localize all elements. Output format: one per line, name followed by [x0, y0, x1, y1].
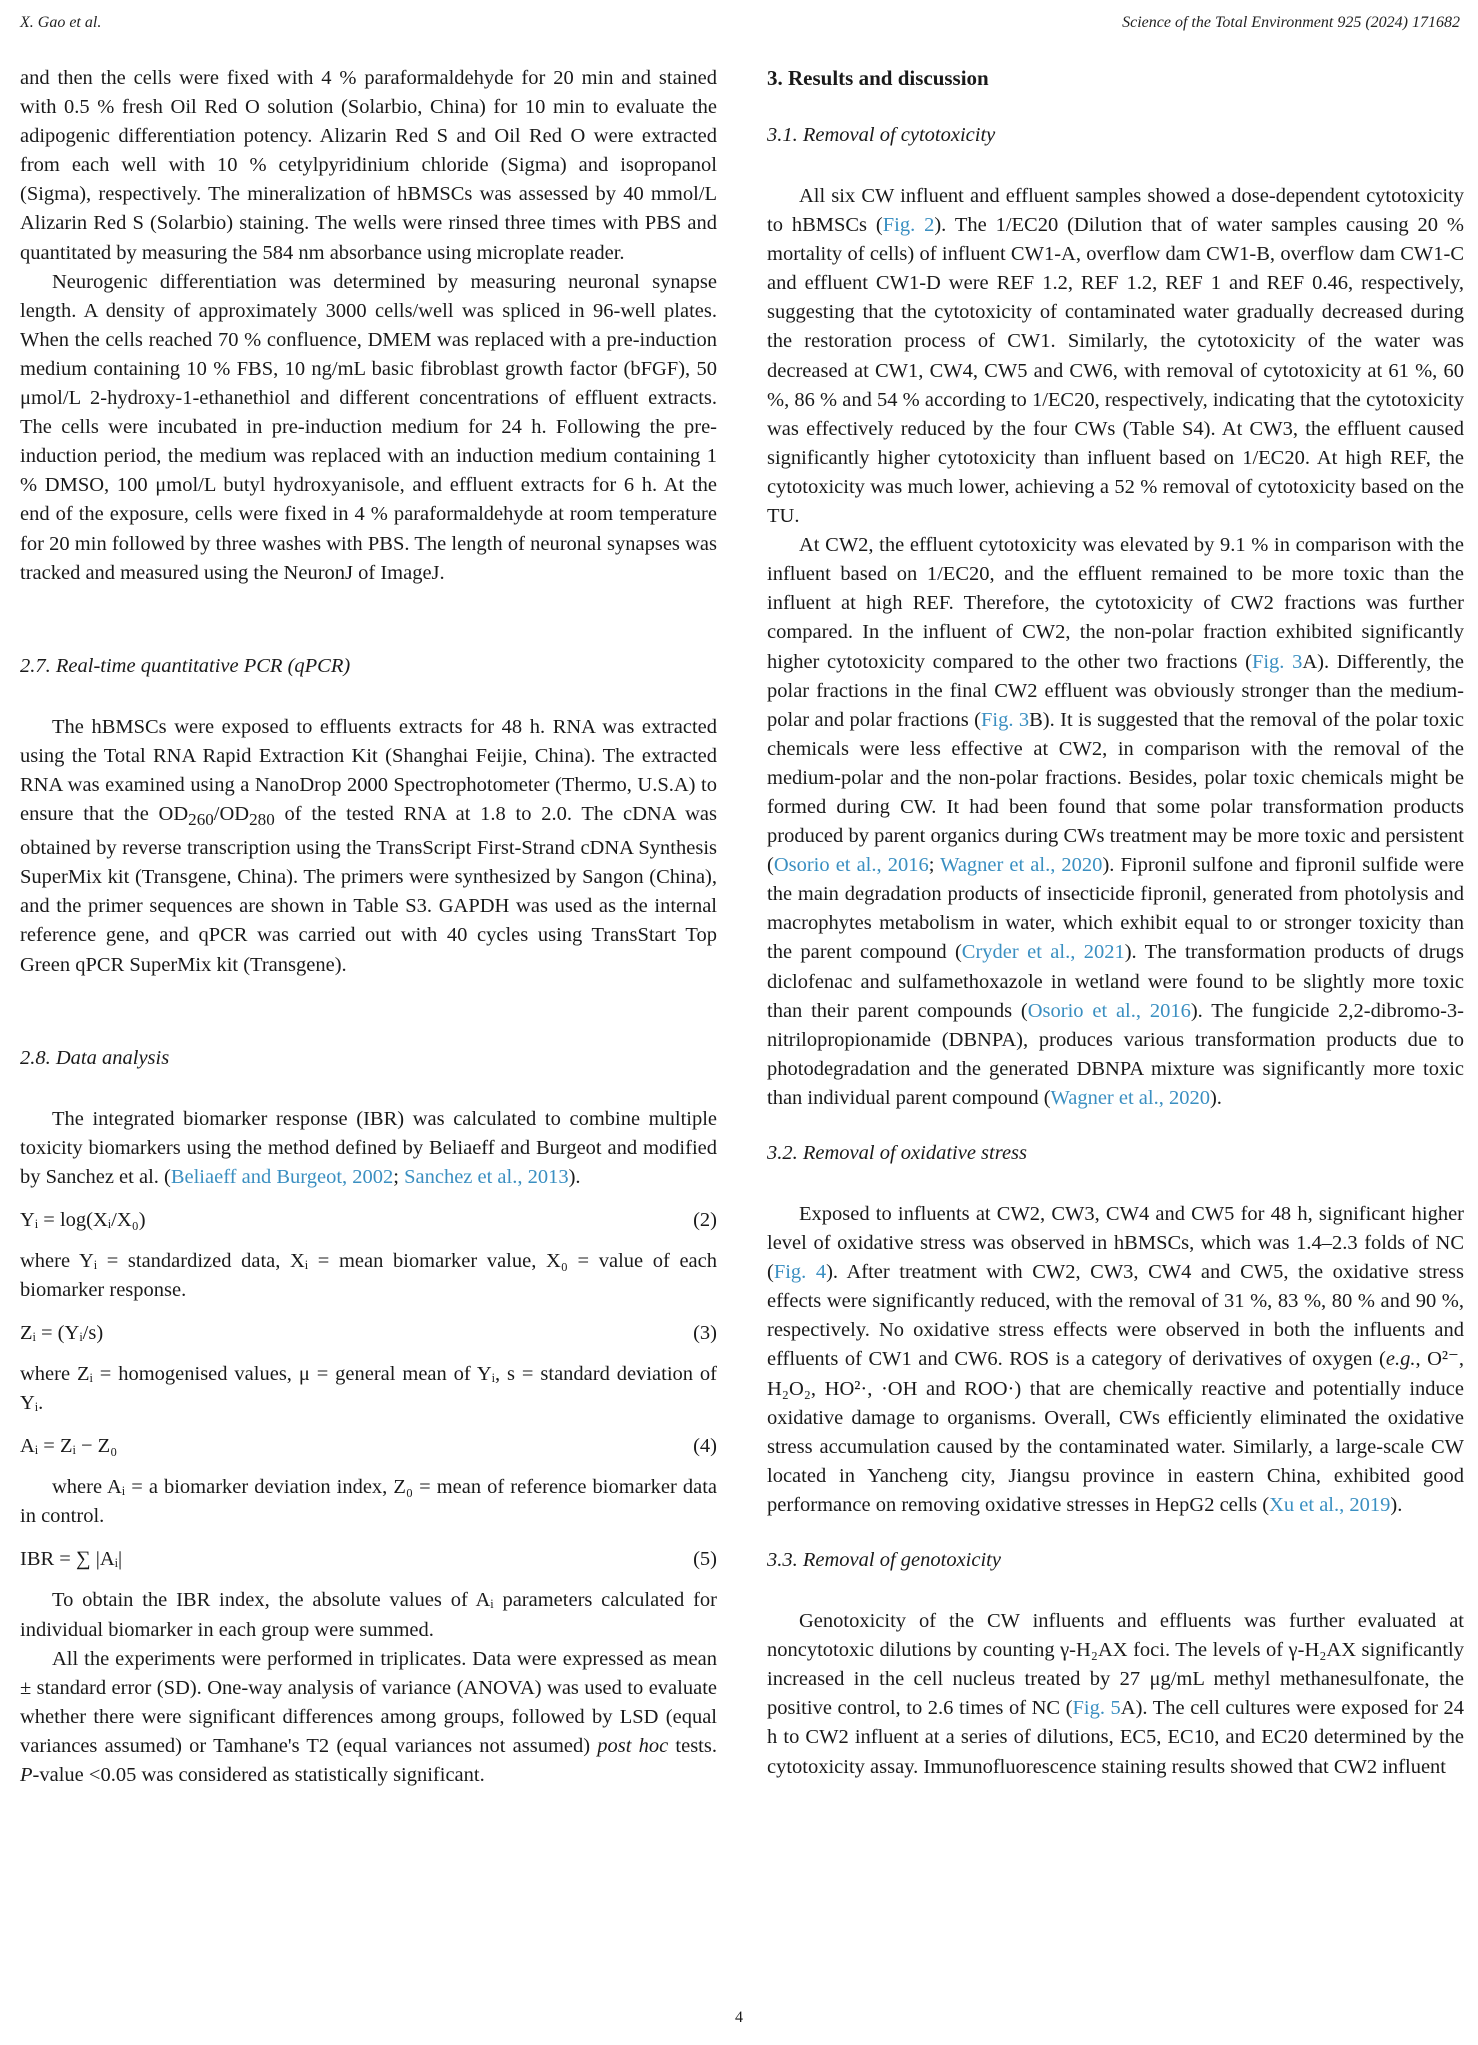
paragraph: The hBMSCs were exposed to effluents extracts for 48 h. RNA was extracted using the Total RNA Rapid Extraction Kit (Shanghai Feijie, China). The extracted RNA was examined using a NanoDrop 2000 Spectrophotometer (Thermo, U.S.A) to ensure that the $OD_{260}/OD_{280}$ of the tested RNA at 1.8 to 2.0. The cDNA was obtained by reverse transcription using the TransScript First-Strand cDNA Synthesis SuperMix kit (Transgene, China). The primers were synthesized by Sangon (China), and the primer sequences are shown in Table S3. GAPDH was used as the internal reference gene, and qPCR was carried out with 40 cycles using TransStart Top Green qPCR SuperMix kit (Transgene). [20, 715, 718, 976]
citation-link[interactable]: Osorio et al., 2016 [773, 854, 929, 877]
paragraph: Neurogenic differentiation was determined by measuring neuronal synapse length. A density of approximately 3000 cells/well was spliced in 96-well plates. When the cells reached 70 % confluence, DMEM was replaced with a pre-induction medium containing 10 % FBS, 10 ng/mL basic fibroblast growth factor (bFGF), 50 μmol/L 2-hydroxy-1-ethanethiol and different concentrations of effluent extracts. The cells were incubated in pre-induction medium for 24 h. Following the pre-induction period, the medium was replaced with an induction medium containing 1 % DMSO, 100 μmol/L butyl hydroxyanisole, and effluent extracts for 6 h. At the end of the exposure, cells were fixed in 4 % paraformaldehyde at room temperature for 20 min followed by three washes with PBS. The length of neuronal synapses was tracked and measured using the NeuronJ of ImageJ. [20, 270, 717, 584]
paragraph: and then the cells were fixed with 4 % paraformaldehyde for 20 min and stained with 0.5 % fresh Oil Red O solution (Solarbio, China) for 10 min to evaluate the adipogenic differentiation potency. Alizarin Red S and Oil Red O were extracted from each well with 10 % cetylpyridinium chloride (Sigma) and isopropanol (Sigma), respectively. The mineralization of hBMSCs was assessed by 40 mmol/L Alizarin Red S (Solarbio) staining. The wells were rinsed three times with PBS and quantitated by measuring the 584 nm absorbance using microplate reader. [20, 67, 717, 264]
citation-link[interactable]: Osorio et al., 2016 [1027, 999, 1191, 1022]
paragraph: where Yᵢ = standardized data, Xᵢ = mean biomarker value, X₀ = value of each biomarker response. [20, 1249, 717, 1301]
paragraph: At CW2, the effluent cytotoxicity was elevated by 9.1 % in comparison with the influent based on 1/EC20, and the effluent remained to be more toxic than the influent at high REF. Therefore, the cytotoxicity of CW2 fractions was further compared. In the influent of CW2, the non-polar fraction exhibited significantly higher cytotoxicity compared to the other two fractions (Fig. 3A). Differently, the polar fractions in the final CW2 effluent was obviously stronger than the medium-polar and polar fractions (Fig. 3B). It is suggested that the removal of the polar toxic chemicals were less effective at CW2, in comparison with the removal of the medium-polar and the non-polar fractions. Besides, polar toxic chemicals might be formed during CW. It had been found that some polar transformation products produced by parent organics during CWs treatment may be more toxic and persistent (Osorio et al., 2016; Wagner et al., 2020). Fipronil sulfone and fipronil sulfide were the main degradation products of insecticide fipronil, generated from photolysis and macrophytes metabolism in water, which exhibit equal to or stronger toxicity than the parent compound (Cryder et al., 2021). The transformation products of drugs diclofenac and sulfamethoxazole in wetland were found to be slightly more toxic than their parent compounds (Osorio et al., 2016). The fungicide 2,2-dibromo-3-nitrilopropionamide (DBNPA), produces various transformation products due to photodegradation and the generated DBNPA mixture was significantly more toxic than individual parent compound (Wagner et al., 2020). [767, 534, 1465, 1109]
paragraph: The integrated biomarker response (IBR) was calculated to combine multiple toxicity biomarkers using the method defined by Beliaeff and Burgeot and modified by Sanchez et al. (Beliaeff and Burgeot, 2002; Sanchez et al., 2013). [20, 1107, 717, 1188]
equation-formula: IBR = ∑ |Aᵢ| [20, 1548, 123, 1571]
paragraph: Genotoxicity of the CW influents and effluents was further evaluated at noncytotoxic dilutions by counting γ-H₂AX foci. The levels of γ-H₂AX significantly increased in the cell nucleus treated by 27 μg/mL methyl methanesulfonate, the positive control, to 2.6 times of NC (Fig. 5A). The cell cultures were exposed for 24 h to CW2 influent at a series of dilutions, EC5, EC10, and EC20 determined by the cytotoxicity assay. Immunofluorescence staining results showed that CW2 influent [767, 1610, 1464, 1778]
paragraph: All six CW influent and effluent samples showed a dose-dependent cytotoxicity to hBMSCs (Fig. 2). The 1/EC20 (Dilution that of water samples causing 20 % mortality of cells) of influent CW1-A, overflow dam CW1-B, overflow dam CW1-C and effluent CW1-D were REF 1.2, REF 1.2, REF 1 and REF 0.46, respectively, suggesting that the cytotoxicity of contaminated water gradually decreased during the restoration process of CW1. Similarly, the cytotoxicity of the water was decreased at CW1, CW4, CW5 and CW6, with removal of cytotoxicity at 61 %, 60 %, 86 % and 54 % according to 1/EC20, respectively, indicating that the cytotoxicity was effectively reduced by the four CWs (Table S4). At CW3, the effluent caused significantly higher cytotoxicity than influent based on 1/EC20. At high REF, the cytotoxicity was much lower, achieving a 52 % removal of cytotoxicity based on the TU. [767, 185, 1464, 528]
figure-link[interactable]: Fig. 4 [773, 1261, 827, 1284]
equation-number: (2) [693, 1208, 717, 1231]
paragraph: Exposed to influents at CW2, CW3, CW4 and CW5 for 48 h, significant higher level of oxidative stress was observed in hBMSCs, which was 1.4–2.3 folds of NC (Fig. 4). After treatment with CW2, CW3, CW4 and CW5, the oxidative stress effects were significantly reduced, with the removal of 31 %, 83 %, 80 % and 90 %, respectively. No oxidative stress effects were observed in both the influents and effluents of CW1 and CW6. ROS is a category of derivatives of oxygen (e.g., O²⁻, H₂O₂, HO²·, ·OH and ROO·) that are chemically reactive and potentially induce oxidative damage to organisms. Overall, CWs efficiently eliminated the oxidative stress accumulation caused by the contaminated water. Similarly, a large-scale CW located in Yancheng city, Jiangsu province in eastern China, exhibited good performance on removing oxidative stresses in HepG2 cells (Xu et al., 2019). [767, 1203, 1464, 1516]
equation-5 [20, 1545, 717, 1574]
citation-link[interactable]: Sanchez et al., 2013 [404, 1165, 569, 1188]
paragraph: To obtain the IBR index, the absolute values of Aᵢ parameters calculated for individual biomarker in each group were summed. [20, 1589, 717, 1641]
section-heading-2-8: 2.8. Data analysis [20, 1046, 170, 1069]
page-number: 4 [735, 2009, 743, 2026]
equation-number: (4) [693, 1435, 717, 1458]
equation-formula: Zᵢ = (Yᵢ/s) [20, 1322, 104, 1345]
equation-number: (3) [693, 1322, 717, 1345]
section-heading-3-2: 3.2. Removal of oxidative stress [767, 1142, 1027, 1164]
equation-formula: Aᵢ = Zᵢ − Z₀ [20, 1435, 118, 1458]
paragraph: where Aᵢ = a biomarker deviation index, Z₀ = mean of reference biomarker data in control. [20, 1476, 717, 1528]
citation-link[interactable]: Wagner et al., 2020 [940, 854, 1103, 877]
equation-3 [20, 1319, 717, 1348]
figure-link[interactable]: Fig. 3 [981, 708, 1030, 731]
section-heading-2-7: 2.7. Real-time quantitative PCR (qPCR) [20, 654, 351, 677]
section-heading-3: 3. Results and discussion [767, 66, 989, 90]
citation-link[interactable]: Wagner et al., 2020 [1050, 1086, 1210, 1109]
equation-2 [20, 1206, 717, 1235]
paragraph: where Zᵢ = homogenised values, μ = general mean of Yᵢ, s = standard deviation of Yᵢ. [20, 1363, 717, 1415]
paragraph: All the experiments were performed in triplicates. Data were expressed as mean ± standard error (SD). One-way analysis of variance (ANOVA) was used to evaluate whether there were significant differences among groups, followed by LSD (equal variances assumed) or Tamhane's T2 (equal variances not assumed) post hoc tests. P-value <0.05 was considered as statistically significant. [20, 1647, 717, 1787]
citation-link[interactable]: Cryder et al., 2021 [961, 941, 1125, 964]
figure-link[interactable]: Fig. 5 [1072, 1697, 1121, 1720]
running-head [20, 14, 1460, 38]
figure-link[interactable]: Fig. 3 [1251, 650, 1303, 673]
left-column [20, 64, 717, 1790]
equation-number: (5) [693, 1548, 717, 1571]
citation-link[interactable]: Xu et al., 2019 [1269, 1493, 1391, 1516]
section-heading-3-3: 3.3. Removal of genotoxicity [767, 1549, 1001, 1572]
citation-link[interactable]: Beliaeff and Burgeot, 2002 [170, 1165, 394, 1188]
journal-header: Science of the Total Environment 925 (2024) 171682 [1122, 14, 1460, 31]
right-column [767, 64, 1464, 1782]
figure-link[interactable]: Fig. 2 [882, 214, 935, 237]
equation-4 [20, 1432, 717, 1461]
equation-formula: Yᵢ = log(Xᵢ/X₀) [20, 1208, 146, 1231]
author-header: X. Gao et al. [20, 14, 102, 31]
section-heading-3-1: 3.1. Removal of cytotoxicity [767, 124, 996, 146]
